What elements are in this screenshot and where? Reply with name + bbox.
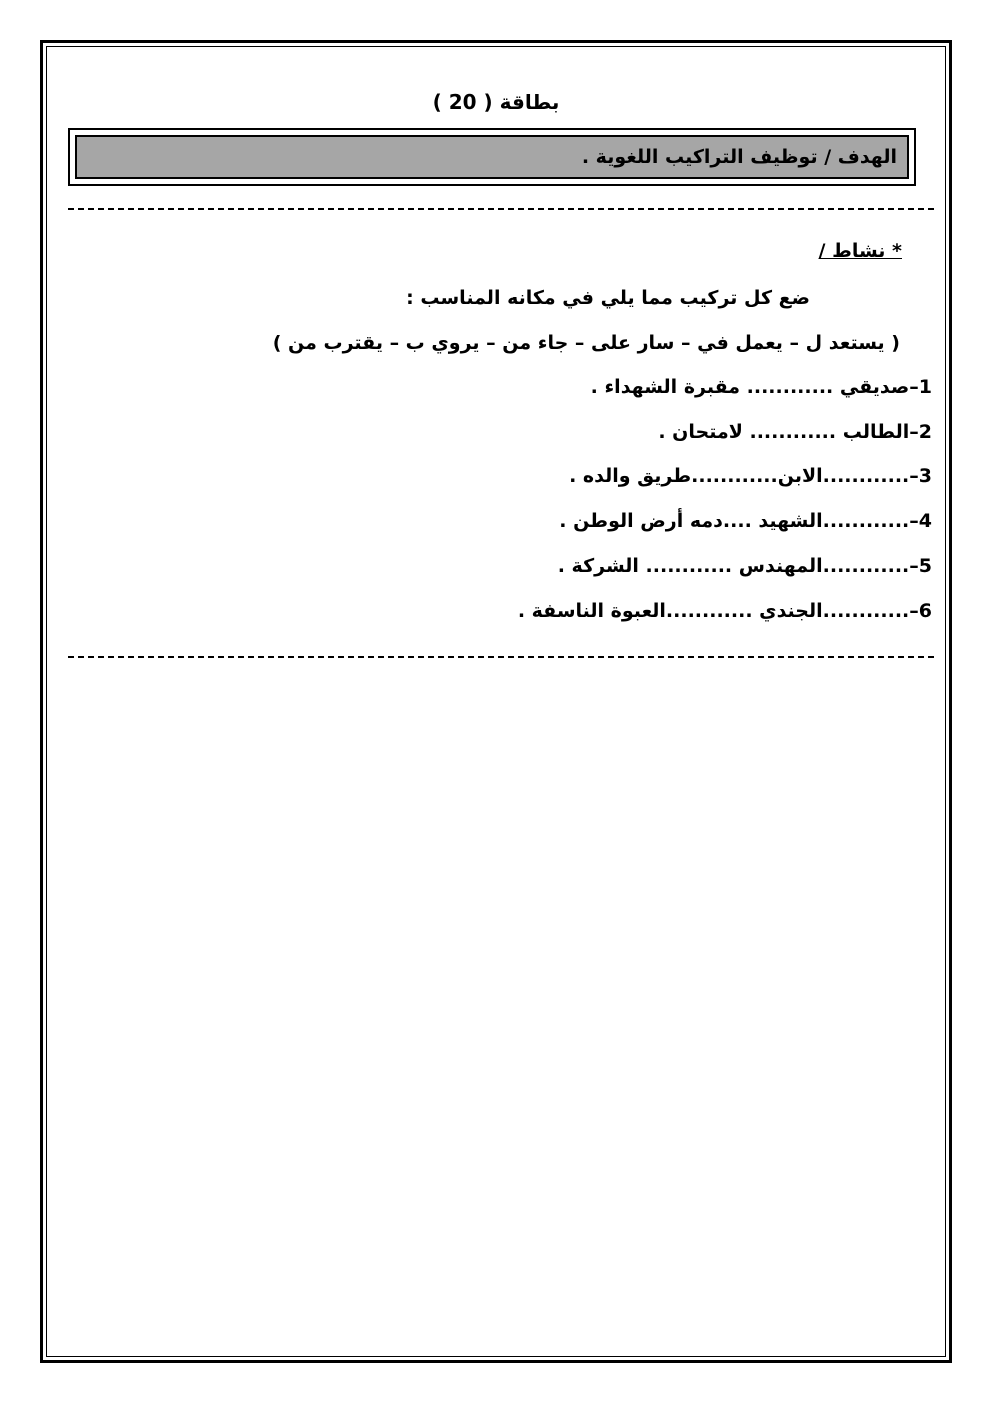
activity-instruction: ضع كل تركيب مما يلي في مكانه المناسب : (406, 287, 810, 309)
exercise-item-3: 3–............الابن............طريق والده . (569, 465, 932, 487)
goal-box (68, 128, 916, 186)
exercise-item-6: 6–............الجندي ............العبوة الناسفة . (517, 600, 932, 622)
separator-bottom (68, 656, 934, 658)
exercise-item-5: 5–............المهندس ............ الشركة . (557, 555, 932, 577)
page-inner-border (46, 46, 946, 1357)
activity-heading: * نشاط / (818, 240, 902, 262)
goal-text: الهدف / توظيف التراكيب اللغوية . (75, 135, 909, 179)
activity-options: ( يستعد ل – يعمل في – سار على – جاء من – يروي ب – يقترب من ) (272, 332, 900, 354)
card-title: بطاقة ( 20 ) (432, 90, 560, 114)
exercise-item-1: 1–صديقي ............ مقبرة الشهداء . (590, 376, 932, 398)
separator-top (68, 208, 934, 210)
exercise-item-2: 2–الطالب ............ لامتحان . (658, 421, 932, 443)
exercise-item-4: 4–............الشهيد ....دمه أرض الوطن . (559, 510, 932, 532)
